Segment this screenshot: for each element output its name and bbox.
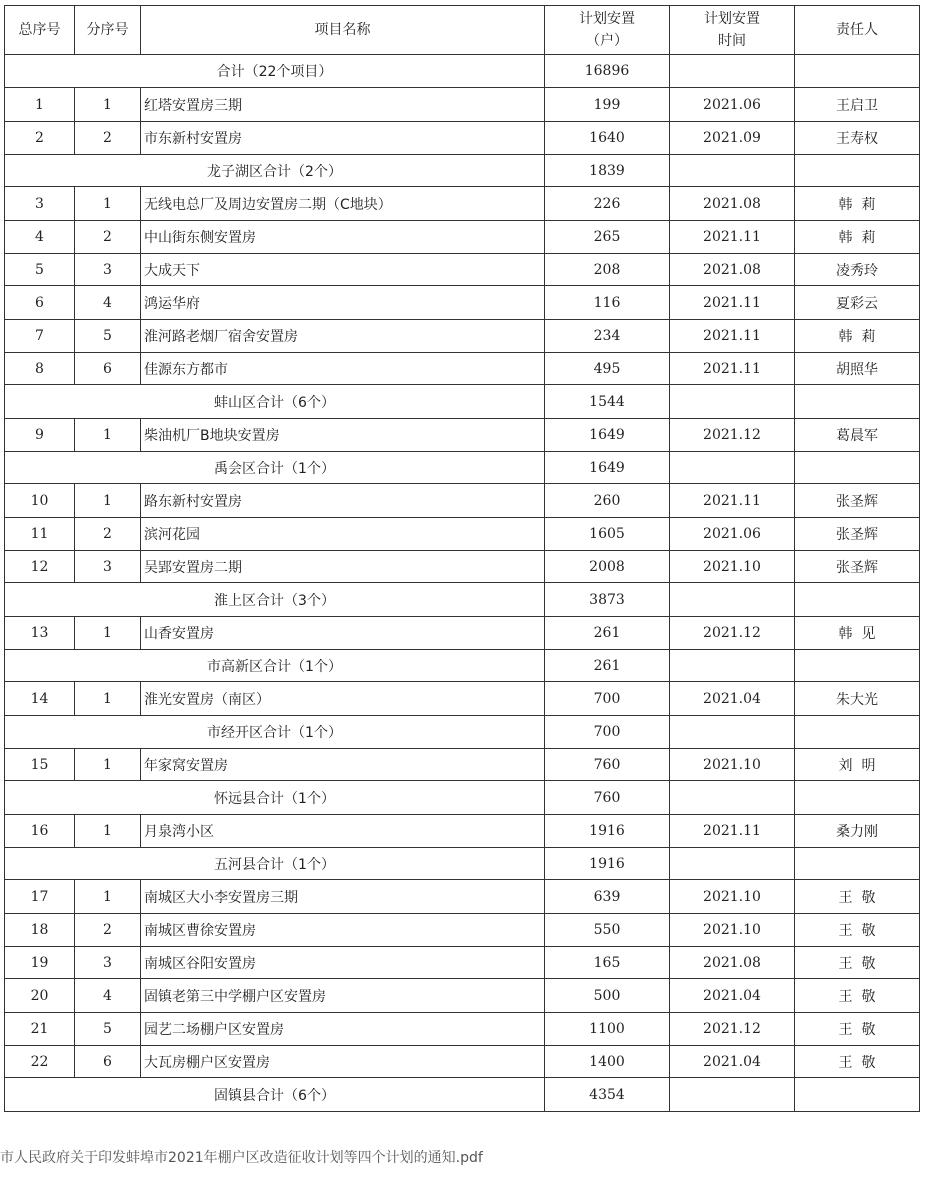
cell-person: 张圣辉 — [795, 518, 920, 551]
subtotal-time — [670, 155, 795, 187]
cell-project-name: 大成天下 — [141, 254, 545, 286]
cell-time: 2021.10 — [670, 914, 795, 947]
cell-total-no: 13 — [5, 617, 75, 650]
subtotal-households: 1649 — [545, 452, 670, 484]
cell-time: 2021.11 — [670, 286, 795, 320]
cell-households: 1916 — [545, 815, 670, 848]
cell-households: 2008 — [545, 551, 670, 583]
subtotal-person — [795, 452, 920, 484]
cell-sub-no: 1 — [75, 88, 141, 122]
cell-sub-no: 1 — [75, 880, 141, 914]
grand-total-person — [795, 55, 920, 88]
cell-households: 199 — [545, 88, 670, 122]
cell-sub-no: 2 — [75, 221, 141, 254]
subtotal-label: 五河县合计（1个） — [5, 848, 545, 880]
cell-time: 2021.04 — [670, 682, 795, 716]
resettlement-plan-table — [4, 5, 920, 1112]
cell-sub-no: 4 — [75, 979, 141, 1013]
cell-project-name: 无线电总厂及周边安置房二期（C地块） — [141, 187, 545, 221]
cell-households: 261 — [545, 617, 670, 650]
cell-sub-no: 5 — [75, 1013, 141, 1046]
cell-total-no: 1 — [5, 88, 75, 122]
table-row — [5, 1013, 920, 1046]
subtotal-households: 1544 — [545, 385, 670, 419]
table-body — [5, 55, 920, 1112]
table-row — [5, 551, 920, 583]
cell-time: 2021.11 — [670, 221, 795, 254]
cell-total-no: 11 — [5, 518, 75, 551]
grand-total-time — [670, 55, 795, 88]
cell-project-name: 柴油机厂B地块安置房 — [141, 419, 545, 452]
cell-total-no: 16 — [5, 815, 75, 848]
subtotal-time — [670, 848, 795, 880]
cell-project-name: 大瓦房棚户区安置房 — [141, 1046, 545, 1078]
cell-time: 2021.11 — [670, 484, 795, 518]
subtotal-person — [795, 716, 920, 749]
cell-sub-no: 6 — [75, 353, 141, 385]
cell-total-no: 17 — [5, 880, 75, 914]
table-row — [5, 1046, 920, 1078]
cell-total-no: 8 — [5, 353, 75, 385]
subtotal-person — [795, 583, 920, 617]
cell-households: 265 — [545, 221, 670, 254]
grand-total-row — [5, 55, 920, 88]
header-time — [670, 6, 795, 55]
cell-person: 韩 莉 — [795, 320, 920, 353]
subtotal-households: 261 — [545, 650, 670, 682]
cell-total-no: 7 — [5, 320, 75, 353]
subtotal-label: 市经开区合计（1个） — [5, 716, 545, 749]
table-row — [5, 254, 920, 286]
subtotal-households: 4354 — [545, 1078, 670, 1112]
table-row — [5, 419, 920, 452]
subtotal-label: 龙子湖区合计（2个） — [5, 155, 545, 187]
cell-households: 1400 — [545, 1046, 670, 1078]
subtotal-row — [5, 583, 920, 617]
table-row — [5, 914, 920, 947]
subtotal-time — [670, 1078, 795, 1112]
cell-time: 2021.06 — [670, 88, 795, 122]
cell-time: 2021.11 — [670, 353, 795, 385]
table-row — [5, 880, 920, 914]
cell-person: 王 敬 — [795, 880, 920, 914]
subtotal-time — [670, 385, 795, 419]
table-row — [5, 484, 920, 518]
table-row — [5, 815, 920, 848]
cell-sub-no: 4 — [75, 286, 141, 320]
cell-project-name: 园艺二场棚户区安置房 — [141, 1013, 545, 1046]
cell-total-no: 12 — [5, 551, 75, 583]
cell-sub-no: 3 — [75, 947, 141, 979]
subtotal-label: 淮上区合计（3个） — [5, 583, 545, 617]
cell-sub-no: 1 — [75, 187, 141, 221]
cell-households: 1605 — [545, 518, 670, 551]
table-row — [5, 947, 920, 979]
subtotal-row — [5, 452, 920, 484]
table-row — [5, 320, 920, 353]
cell-sub-no: 3 — [75, 254, 141, 286]
cell-sub-no: 2 — [75, 518, 141, 551]
cell-project-name: 南城区谷阳安置房 — [141, 947, 545, 979]
subtotal-row — [5, 650, 920, 682]
cell-person: 王寿权 — [795, 122, 920, 155]
cell-time: 2021.06 — [670, 518, 795, 551]
cell-person: 韩 莉 — [795, 221, 920, 254]
cell-total-no: 6 — [5, 286, 75, 320]
subtotal-label: 怀远县合计（1个） — [5, 781, 545, 815]
subtotal-person — [795, 155, 920, 187]
subtotal-person — [795, 781, 920, 815]
header-sub-no: 分序号 — [75, 6, 141, 55]
cell-project-name: 中山街东侧安置房 — [141, 221, 545, 254]
cell-person: 韩 莉 — [795, 187, 920, 221]
cell-households: 165 — [545, 947, 670, 979]
cell-time: 2021.08 — [670, 947, 795, 979]
cell-person: 刘 明 — [795, 749, 920, 781]
cell-total-no: 19 — [5, 947, 75, 979]
subtotal-time — [670, 716, 795, 749]
subtotal-row — [5, 781, 920, 815]
subtotal-households: 1916 — [545, 848, 670, 880]
cell-time: 2021.10 — [670, 551, 795, 583]
subtotal-row — [5, 848, 920, 880]
table-row — [5, 518, 920, 551]
cell-project-name: 南城区大小李安置房三期 — [141, 880, 545, 914]
cell-project-name: 滨河花园 — [141, 518, 545, 551]
subtotal-person — [795, 1078, 920, 1112]
grand-total-households: 16896 — [545, 55, 670, 88]
cell-total-no: 21 — [5, 1013, 75, 1046]
cell-time: 2021.09 — [670, 122, 795, 155]
cell-time: 2021.10 — [670, 880, 795, 914]
cell-households: 1100 — [545, 1013, 670, 1046]
cell-total-no: 22 — [5, 1046, 75, 1078]
cell-sub-no: 5 — [75, 320, 141, 353]
cell-project-name: 佳源东方都市 — [141, 353, 545, 385]
cell-households: 260 — [545, 484, 670, 518]
cell-households: 760 — [545, 749, 670, 781]
cell-households: 116 — [545, 286, 670, 320]
cell-total-no: 15 — [5, 749, 75, 781]
cell-sub-no: 1 — [75, 682, 141, 716]
cell-person: 朱大光 — [795, 682, 920, 716]
cell-project-name: 吴郢安置房二期 — [141, 551, 545, 583]
header-households-text: 计划安置（户） — [579, 11, 635, 49]
subtotal-row — [5, 155, 920, 187]
table-row — [5, 286, 920, 320]
cell-person: 王 敬 — [795, 1013, 920, 1046]
cell-project-name: 淮光安置房（南区） — [141, 682, 545, 716]
cell-total-no: 18 — [5, 914, 75, 947]
subtotal-row — [5, 716, 920, 749]
cell-households: 1640 — [545, 122, 670, 155]
cell-project-name: 年家窝安置房 — [141, 749, 545, 781]
cell-person: 王 敬 — [795, 979, 920, 1013]
subtotal-time — [670, 452, 795, 484]
table-row — [5, 221, 920, 254]
cell-project-name: 市东新村安置房 — [141, 122, 545, 155]
cell-project-name: 山香安置房 — [141, 617, 545, 650]
cell-total-no: 4 — [5, 221, 75, 254]
subtotal-households: 3873 — [545, 583, 670, 617]
table-header-row — [5, 6, 920, 55]
cell-project-name: 路东新村安置房 — [141, 484, 545, 518]
cell-sub-no: 3 — [75, 551, 141, 583]
cell-households: 495 — [545, 353, 670, 385]
cell-households: 550 — [545, 914, 670, 947]
subtotal-label: 蚌山区合计（6个） — [5, 385, 545, 419]
subtotal-households: 760 — [545, 781, 670, 815]
subtotal-person — [795, 848, 920, 880]
cell-time: 2021.12 — [670, 617, 795, 650]
subtotal-person — [795, 385, 920, 419]
cell-person: 王启卫 — [795, 88, 920, 122]
table-row — [5, 88, 920, 122]
subtotal-person — [795, 650, 920, 682]
cell-time: 2021.11 — [670, 815, 795, 848]
cell-time: 2021.04 — [670, 1046, 795, 1078]
table-row — [5, 749, 920, 781]
cell-total-no: 2 — [5, 122, 75, 155]
cell-sub-no: 1 — [75, 815, 141, 848]
cell-sub-no: 1 — [75, 617, 141, 650]
cell-person: 胡照华 — [795, 353, 920, 385]
cell-total-no: 20 — [5, 979, 75, 1013]
subtotal-households: 1839 — [545, 155, 670, 187]
cell-project-name: 南城区曹徐安置房 — [141, 914, 545, 947]
cell-time: 2021.12 — [670, 419, 795, 452]
cell-households: 700 — [545, 682, 670, 716]
cell-households: 226 — [545, 187, 670, 221]
cell-total-no: 14 — [5, 682, 75, 716]
table-row — [5, 617, 920, 650]
attachment-pdf-link[interactable]: 市人民政府关于印发蚌埠市2021年棚户区改造征收计划等四个计划的通知.pdf — [0, 1150, 483, 1166]
subtotal-label: 禹会区合计（1个） — [5, 452, 545, 484]
cell-time: 2021.12 — [670, 1013, 795, 1046]
cell-time: 2021.08 — [670, 187, 795, 221]
table-row — [5, 353, 920, 385]
cell-project-name: 月泉湾小区 — [141, 815, 545, 848]
subtotal-label: 固镇县合计（6个） — [5, 1078, 545, 1112]
table-row — [5, 122, 920, 155]
cell-person: 桑力刚 — [795, 815, 920, 848]
cell-sub-no: 1 — [75, 484, 141, 518]
cell-households: 639 — [545, 880, 670, 914]
cell-total-no: 9 — [5, 419, 75, 452]
cell-total-no: 5 — [5, 254, 75, 286]
cell-total-no: 3 — [5, 187, 75, 221]
subtotal-time — [670, 583, 795, 617]
cell-households: 208 — [545, 254, 670, 286]
cell-sub-no: 2 — [75, 122, 141, 155]
subtotal-time — [670, 781, 795, 815]
cell-time: 2021.04 — [670, 979, 795, 1013]
header-project-name: 项目名称 — [141, 6, 545, 55]
cell-households: 500 — [545, 979, 670, 1013]
cell-time: 2021.11 — [670, 320, 795, 353]
table-row — [5, 682, 920, 716]
subtotal-label: 市高新区合计（1个） — [5, 650, 545, 682]
header-total-no: 总序号 — [5, 6, 75, 55]
header-time-text: 计划安置时间 — [704, 11, 760, 49]
subtotal-time — [670, 650, 795, 682]
cell-project-name: 鸿运华府 — [141, 286, 545, 320]
cell-households: 1649 — [545, 419, 670, 452]
cell-time: 2021.10 — [670, 749, 795, 781]
cell-person: 王 敬 — [795, 947, 920, 979]
cell-sub-no: 1 — [75, 419, 141, 452]
grand-total-label: 合计（22个项目） — [5, 55, 545, 88]
cell-project-name: 红塔安置房三期 — [141, 88, 545, 122]
header-person: 责任人 — [795, 6, 920, 55]
cell-person: 葛晨军 — [795, 419, 920, 452]
cell-person: 张圣辉 — [795, 484, 920, 518]
cell-person: 凌秀玲 — [795, 254, 920, 286]
cell-person: 王 敬 — [795, 1046, 920, 1078]
cell-project-name: 淮河路老烟厂宿舍安置房 — [141, 320, 545, 353]
cell-person: 夏彩云 — [795, 286, 920, 320]
table-row — [5, 979, 920, 1013]
header-households — [545, 6, 670, 55]
cell-total-no: 10 — [5, 484, 75, 518]
cell-sub-no: 1 — [75, 749, 141, 781]
table-row — [5, 187, 920, 221]
cell-households: 234 — [545, 320, 670, 353]
cell-sub-no: 6 — [75, 1046, 141, 1078]
cell-person: 韩 见 — [795, 617, 920, 650]
subtotal-row — [5, 385, 920, 419]
subtotal-households: 700 — [545, 716, 670, 749]
cell-person: 张圣辉 — [795, 551, 920, 583]
cell-sub-no: 2 — [75, 914, 141, 947]
cell-project-name: 固镇老第三中学棚户区安置房 — [141, 979, 545, 1013]
cell-time: 2021.08 — [670, 254, 795, 286]
cell-person: 王 敬 — [795, 914, 920, 947]
subtotal-row — [5, 1078, 920, 1112]
